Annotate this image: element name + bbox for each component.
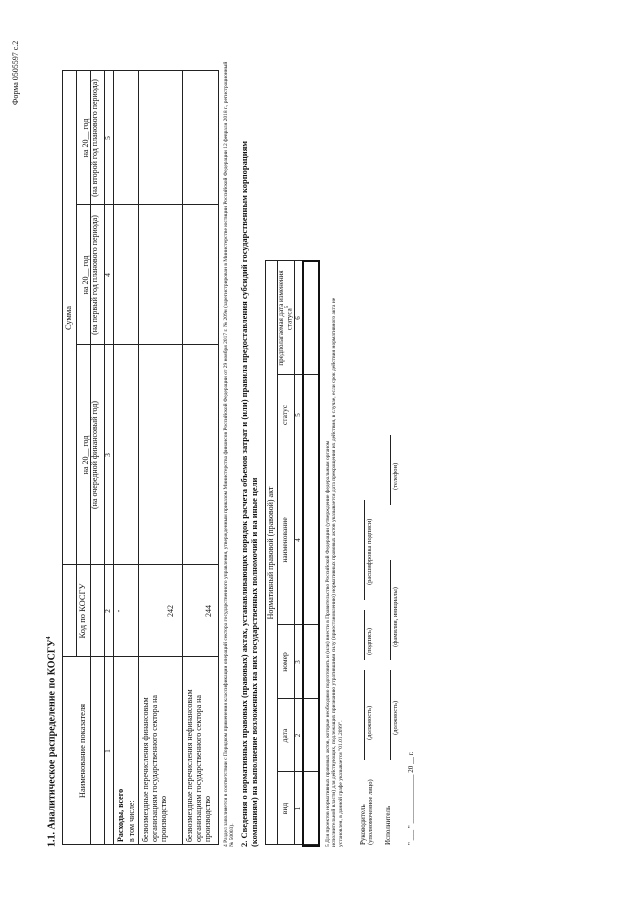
header-kind: вид	[280, 802, 290, 815]
footnote-5: 5 Для проектов нормативных правовых актов, которые необходимо подготовить и (или) внести в Правительство Российской Федерации (утверждение федеральным органом исполнительной власти) для действующих, подлежащих признанию утратившими силу (приостановлению) нормативных правовых актов указывается дата прекращения их действия, в случае, если срок действия нормативного акта не установлен, в данной графе указывается "01.01.2099".	[325, 297, 344, 847]
col-number: 3	[103, 453, 113, 457]
head-sublabel: (уполномоченное лицо)	[367, 779, 374, 845]
header-number: номер	[280, 652, 290, 672]
header-indicator-name: Наименование показателя	[77, 703, 88, 799]
header-legal-act: Нормативный правовой (правовой) акт	[266, 486, 276, 620]
exec-name-caption: (фамилия, инициалы)	[392, 587, 399, 647]
col-number: 5	[103, 136, 113, 140]
header-year-1: на 20__ год (на очередной финансовый год)	[80, 400, 99, 510]
header-sum: Сумма	[63, 305, 74, 331]
header-date: дата	[280, 728, 290, 743]
header-change-date: предполагаемая дата изменения статуса$^5$	[277, 270, 294, 366]
date-line: " ___ " ______________ 20 __ г.	[407, 751, 415, 845]
col-number: 5	[294, 413, 303, 417]
row-total-code: -	[114, 609, 124, 613]
head-position-caption: (должность)	[366, 705, 373, 740]
head-decoding-caption: (расшифровка подписи)	[366, 518, 373, 585]
head-signature-caption: (подпись)	[366, 628, 373, 655]
form-number: Форма 0505597 с.2	[11, 40, 20, 105]
header-year-3: на 20__ год (на второй год планового периода)	[80, 79, 99, 197]
exec-position-caption: (должность)	[392, 700, 399, 735]
row-total-label: Расходы, всего	[116, 788, 125, 842]
header-kosgu-code: Код по КОСГУ	[77, 583, 88, 639]
section1-title: 1.1. Аналитическое распределение по КОСГУ$^4$	[46, 636, 58, 847]
col-number: 4	[294, 538, 303, 542]
col-number: 2	[294, 733, 303, 738]
header-status: статус	[280, 404, 290, 426]
footnote-4: 4 Раздел заполняется в соответствии с Порядком применения классификации операций сектора государственного управления, утвержденным приказом Министерства финансов Российской Федерации от 29 ноября 2017 г. № 209н (зарегистрирован в Министерстве юстиции Российской Федерации 12 февраля 2018 г., регистрационный № 50003).	[223, 61, 236, 847]
head-label: Руководитель	[359, 804, 367, 845]
row-including-label: в том числе:	[127, 800, 136, 842]
header-year-2: на 20__ год (на первый год планового периода)	[80, 215, 99, 335]
executor-label: Исполнитель	[384, 805, 392, 845]
row-nonfinancial-orgs-code: 244	[204, 605, 214, 617]
col-number: 3	[294, 660, 303, 664]
exec-phone-caption: (телефон)	[392, 462, 399, 490]
col-number: 1	[294, 806, 303, 811]
header-name: наименование	[280, 517, 290, 563]
col-number: 2	[103, 609, 113, 613]
col-number: 6	[294, 316, 303, 320]
row-financial-orgs-code: 242	[166, 605, 176, 617]
col-number: 4	[103, 273, 113, 277]
row-financial-orgs-label: безвозмездные перечисления финансовым организациям государственного сектора на производство	[141, 695, 169, 842]
section2-title: 2. Сведения о нормативных правовых (правовых) актах, устанавливающих порядок расчета объемов затрат и (или) правила предоставления субсидий государственным корпорациям (компаниям) на выполнение возложенных на них государственных полномочий и на иные цели	[239, 140, 259, 847]
col-number: 1	[103, 749, 113, 753]
row-nonfinancial-orgs-label: безвозмездные перечисления нефинансовым организациям государственного сектора на производство	[185, 689, 213, 842]
